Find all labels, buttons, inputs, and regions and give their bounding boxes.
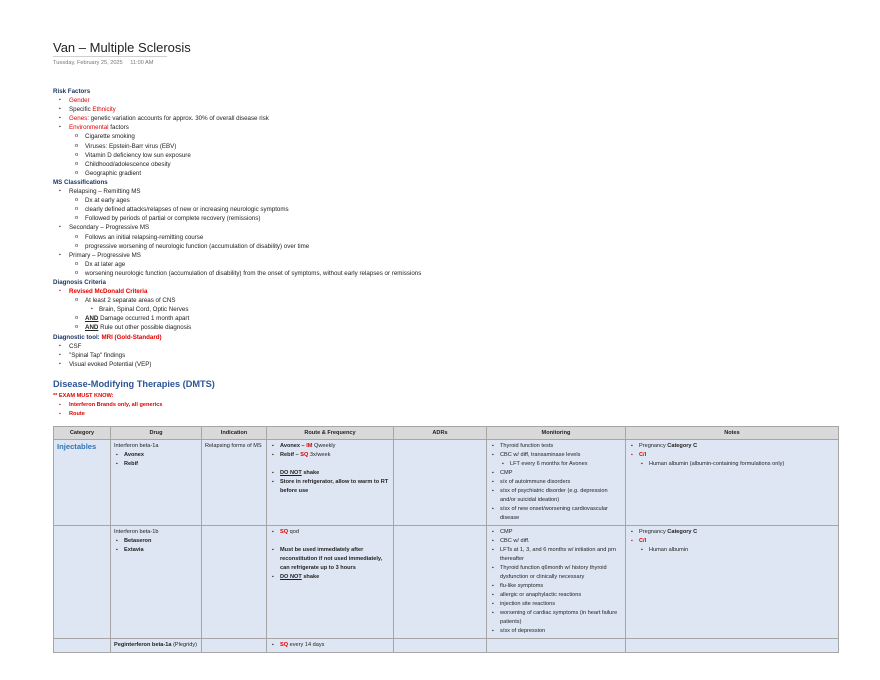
drug-cell: Interferon beta-1b ▪ Betaseron ▪ Extavia <box>111 526 202 639</box>
monitoring-cell <box>487 639 626 653</box>
list-item: ▪ Rebif – SQ 3x/week <box>270 451 390 460</box>
list-item: ▪ injection site reactions <box>490 600 622 609</box>
list-item: ▪ Thyroid function q6month w/ history thyroid dysfunction or clinically necessary <box>490 564 622 582</box>
route-cell <box>267 526 394 639</box>
list-item: o Dx at early ages <box>53 196 421 205</box>
list-item: o clearly defined attacks/relapses of new or increasing neurologic symptoms <box>53 205 421 214</box>
list-item: o Geographic gradient <box>53 169 421 178</box>
drug-cell: Interferon beta-1a ▪ Avonex ▪ Rebif <box>111 440 202 526</box>
list-item: ▪ Specific Ethnicity <box>53 105 421 114</box>
notes-cell <box>626 639 839 653</box>
list-item: ▪ "Spinal Tap" findings <box>53 351 421 360</box>
classifications-heading: MS Classifications <box>53 178 108 186</box>
exam-label: ** EXAM MUST KNOW: <box>53 393 114 399</box>
list-item: ▪ Extavia <box>114 546 198 555</box>
list-item: ▪ Must be used immediately after reconstitution if not used immediately, can refrigerate up to 3 hours <box>270 546 390 573</box>
title-underline <box>53 56 167 57</box>
category-cell <box>54 639 111 653</box>
page-datetime <box>53 60 153 66</box>
risk-factors-heading: Risk Factors <box>53 88 91 95</box>
list-item: ▪ s/sx of new onset/worsening cardiovascular disease <box>490 505 622 523</box>
list-item: ▪ s/x of autoimmune disorders <box>490 478 622 487</box>
list-item: ▪ allergic or anaphylactic reactions <box>490 591 622 600</box>
list-item: ▪ Pregnancy Category C <box>629 528 835 537</box>
list-item: o progressive worsening of neurologic function (accumulation of disability) over time <box>53 242 421 251</box>
col-header-adrs: ADRs <box>394 427 487 440</box>
col-header-route: Route & Frequency <box>267 427 394 440</box>
list-item: ▪ Revised McDonald Criteria <box>53 287 421 296</box>
list-item: ▪ CBC w/ diff, transaminase levels <box>490 451 622 460</box>
list-item: ▪ Primary – Progressive MS <box>53 251 421 260</box>
indication-cell <box>202 639 267 653</box>
list-item: ▪ SQ every 14 days <box>270 641 390 650</box>
col-header-notes: Notes <box>626 427 839 440</box>
diagnostic-tool-line: Diagnostic tool: MRI (Gold-Standard) <box>53 333 162 341</box>
list-item: ▪ Environmental factors <box>53 123 421 132</box>
list-item: ▪ CBC w/ diff. <box>490 537 622 546</box>
list-item: ▪ Route <box>53 410 162 419</box>
page-title: Van – Multiple Sclerosis <box>53 40 191 55</box>
notes-cell <box>626 440 839 526</box>
notes-cell <box>626 526 839 639</box>
list-item: ▪ SQ qod <box>270 528 390 537</box>
list-item: ▪ Secondary – Progressive MS <box>53 223 421 232</box>
list-item: o Follows an initial relapsing-remitting course <box>53 233 421 242</box>
col-header-monitoring: Monitoring <box>487 427 626 440</box>
list-item: ▪ Gender <box>53 96 421 105</box>
table-row <box>54 440 839 526</box>
list-item: ▪ Avonex <box>114 451 198 460</box>
table-header-row <box>54 427 839 440</box>
list-item: ▪ DO NOT shake <box>270 573 390 582</box>
monitoring-cell <box>487 440 626 526</box>
list-item: o Viruses: Epstein-Barr virus (EBV) <box>53 142 421 151</box>
list-item: ▪ C/I <box>629 451 835 460</box>
list-item: ▪ Human albumin (albumin-containing formulations only) <box>629 460 835 469</box>
notes-body <box>53 87 421 369</box>
list-item: ▪ Thyroid function tests <box>490 442 622 451</box>
list-item: o Childhood/adolescence obesity <box>53 160 421 169</box>
adrs-cell <box>394 526 487 639</box>
drug-cell: Peginterferon beta-1a (Plegridy) <box>111 639 202 653</box>
adrs-cell <box>394 639 487 653</box>
indication-cell: Relapsing forms of MS <box>202 440 267 526</box>
list-item: ▪ s/sx of depression <box>490 627 622 636</box>
table-row <box>54 526 839 639</box>
list-item: ▪ Betaseron <box>114 537 198 546</box>
list-item: ▪ Pregnancy Category C <box>629 442 835 451</box>
diagnosis-heading: Diagnosis Criteria <box>53 278 106 286</box>
list-item: ▪ Interferon Brands only, all generics <box>53 401 162 410</box>
page-date: Tuesday, February 25, 2025 <box>53 60 123 66</box>
list-item: ▪ Brain, Spinal Cord, Optic Nerves <box>53 305 421 314</box>
col-header-category: Category <box>54 427 111 440</box>
list-item: ▪ Relapsing – Remitting MS <box>53 187 421 196</box>
indication-cell <box>202 526 267 639</box>
route-cell <box>267 639 394 653</box>
category-cell <box>54 526 111 639</box>
list-item: ▪ DO NOT shake <box>270 469 390 478</box>
list-item: o Cigarette smoking <box>53 132 421 141</box>
list-item: ▪ Visual evoked Potential (VEP) <box>53 360 421 369</box>
list-item: o Followed by periods of partial or complete recovery (remissions) <box>53 214 421 223</box>
adrs-cell <box>394 440 487 526</box>
col-header-drug: Drug <box>111 427 202 440</box>
list-item: ▪ CMP <box>490 469 622 478</box>
list-item: ▪ worsening of cardiac symptoms (in heart failure patients) <box>490 609 622 627</box>
list-item: ▪ Rebif <box>114 460 198 469</box>
list-item: o Vitamin D deficiency low sun exposure <box>53 151 421 160</box>
list-item: ▪ flu-like symptoms <box>490 582 622 591</box>
monitoring-cell <box>487 526 626 639</box>
category-cell: Injectables <box>54 440 111 526</box>
list-item: o Dx at later age <box>53 260 421 269</box>
list-item: ▪ s/sx of psychiatric disorder (e.g. depression and/or suicidal ideation) <box>490 487 622 505</box>
col-header-indication: Indication <box>202 427 267 440</box>
page-time: 11:00 AM <box>130 60 154 66</box>
list-item: ▪ Human albumin <box>629 546 835 555</box>
list-item: ▪ Avonex – IM Qweekly <box>270 442 390 451</box>
list-item: ▪ LFT every 6 months for Avonex <box>490 460 622 469</box>
list-item: o worsening neurologic function (accumulation of disability) from the onset of symptoms, without early relapses or remissions <box>53 269 421 278</box>
list-item: ▪ C/I <box>629 537 835 546</box>
route-cell <box>267 440 394 526</box>
list-item: ▪ CSF <box>53 342 421 351</box>
dmts-heading: Disease-Modifying Therapies (DMTS) <box>53 379 215 389</box>
list-item: o AND Damage occurred 1 month apart <box>53 314 421 323</box>
dmt-table <box>53 426 839 653</box>
list-item: ▪ Store in refrigerator, allow to warm to RT before use <box>270 478 390 496</box>
list-item: ▪ Genes: genetic variation accounts for approx. 30% of overall disease risk <box>53 114 421 123</box>
list-item: ▪ CMP <box>490 528 622 537</box>
list-item: o AND Rule out other possible diagnosis <box>53 323 421 332</box>
list-item: o At least 2 separate areas of CNS <box>53 296 421 305</box>
list-item: ▪ LFTs at 1, 3, and 6 months w/ initiation and prn thereafter <box>490 546 622 564</box>
table-row <box>54 639 839 653</box>
exam-must-know <box>53 392 162 419</box>
